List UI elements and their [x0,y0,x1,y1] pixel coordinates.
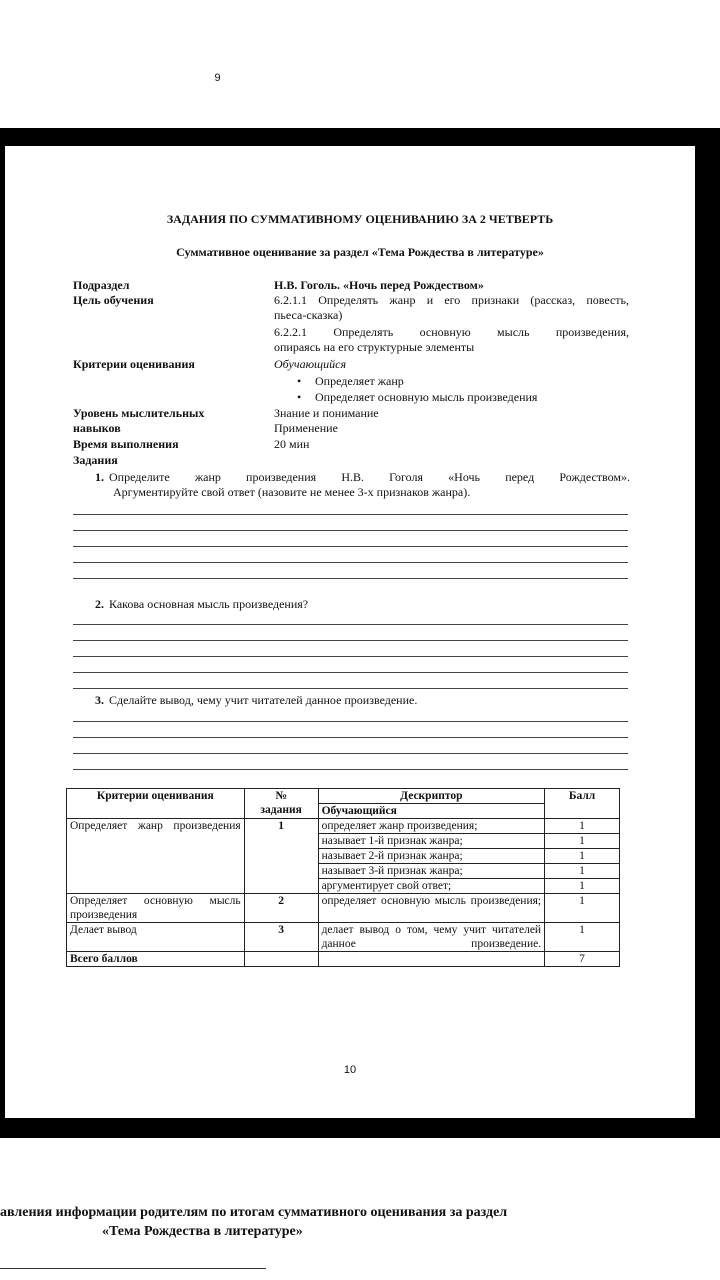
criteria-intro: Обучающийся [274,357,347,371]
score-cell: 1 [545,849,620,864]
goal-2-line1: 6.2.2.1 Определять основную мысль произведения, [274,325,629,339]
task-number: 2. [95,597,104,611]
header-descriptor: Дескриптор [318,789,545,804]
task-text-line1: Определите жанр произведения Н.В. Гоголя «Ночь перед Рождеством». [109,470,630,484]
task-number-cell: 3 [244,923,318,952]
criteria-item-text: Определяет основную мысль произведения [315,390,538,404]
score-cell: 1 [545,864,620,879]
header-criteria: Критерии оценивания [67,789,245,819]
goal-label: Цель обучения [73,293,154,307]
table-header-row [67,789,620,804]
table-row [67,923,620,952]
total-label: Всего баллов [67,952,245,967]
header-num-word: задания [260,804,302,816]
answer-line[interactable] [73,656,628,657]
answer-line[interactable] [73,769,628,770]
answer-line[interactable] [73,721,628,722]
descriptor-cell: определяет жанр произведения; [318,819,545,834]
task-number-cell: 2 [244,894,318,923]
table-total-row [67,952,620,967]
answer-line[interactable] [73,624,628,625]
task-number: 3. [95,693,104,707]
assessment-rubric-table [66,788,620,967]
table-row [67,819,620,834]
header-score: Балл [545,789,620,819]
page-title: ЗАДАНИЯ ПО СУММАТИВНОМУ ОЦЕНИВАНИЮ ЗА 2 ЧЕТВЕРТЬ [166,212,554,226]
table-row [67,894,620,923]
answer-line[interactable] [73,753,628,754]
total-value: 7 [545,952,620,967]
page-number-top: 9 [214,72,221,84]
descriptor-cell: аргументирует свой ответ; [318,879,545,894]
level-label-1: Уровень мыслительных [73,406,205,420]
time-value: 20 мин [274,437,310,451]
score-cell: 1 [545,879,620,894]
header-num-symbol: № [275,790,287,802]
answer-line[interactable] [73,737,628,738]
task-1 [95,470,630,500]
criteria-cell: Делает вывод [67,923,245,952]
empty-cell [318,952,545,967]
task-2 [95,597,630,612]
previous-page [0,0,720,128]
next-page-heading-line2: «Тема Рождества в литературе» [102,1224,303,1239]
goal-1-line1: 6.2.1.1 Определять жанр и его признаки (рассказ, повесть, [274,293,629,307]
bullet-icon: • [297,390,302,404]
answer-line[interactable] [73,546,628,547]
task-text-line2: Аргументируйте свой ответ (назовите не менее 3-х признаков жанра). [113,485,471,499]
empty-cell [244,952,318,967]
answer-line[interactable] [73,530,628,531]
subsection-label: Подраздел [73,278,130,292]
score-cell: 1 [545,894,620,923]
criteria-item-genre [297,374,404,389]
answer-line[interactable] [73,514,628,515]
tasks-label: Задания [73,453,118,467]
descriptor-cell: определяет основную мысль произведения; [318,894,545,923]
task-text-line1: Какова основная мысль произведения? [109,597,309,611]
criteria-cell: Определяет основную мысль произведения [67,894,245,923]
task-3 [95,693,630,708]
level-value-2: Применение [274,421,338,435]
score-cell: 1 [545,923,620,952]
bullet-icon: • [297,374,302,388]
criteria-item-text: Определяет жанр [315,374,404,388]
score-cell: 1 [545,819,620,834]
level-label-2: навыков [73,421,121,435]
task-number: 1. [95,470,104,484]
level-value-1: Знание и понимание [274,406,379,420]
next-page-rule [0,1268,266,1269]
descriptor-cell: делает вывод о том, чему учит читателей данное произведение. [318,923,545,952]
subheader-learner: Обучающийся [318,804,545,819]
next-page-heading-line1: авления информации родителям по итогам суммативного оценивания за раздел [0,1205,508,1220]
page-subtitle: Суммативное оценивание за раздел «Тема Рождества в литературе» [176,245,544,259]
page-number: 10 [343,1064,357,1076]
header-task-number [244,789,318,819]
score-cell: 1 [545,834,620,849]
time-label: Время выполнения [73,437,179,451]
criteria-item-main-idea [297,390,537,405]
subsection-value: Н.В. Гоголь. «Ночь перед Рождеством» [274,278,484,292]
task-text-line1: Сделайте вывод, чему учит читателей данное произведение. [109,693,418,707]
descriptor-cell: называет 1-й признак жанра; [318,834,545,849]
criteria-label: Критерии оценивания [73,357,195,371]
answer-line[interactable] [73,672,628,673]
answer-line[interactable] [73,578,628,579]
answer-line[interactable] [73,688,628,689]
goal-1-line2: пьеса-сказка) [274,308,343,322]
goal-2-line2: опираясь на его структурные элементы [274,340,475,354]
descriptor-cell: называет 2-й признак жанра; [318,849,545,864]
task-number-cell: 1 [244,819,318,894]
answer-line[interactable] [73,640,628,641]
answer-line[interactable] [73,562,628,563]
criteria-cell: Определяет жанр произведения [67,819,245,894]
descriptor-cell: называет 3-й признак жанра; [318,864,545,879]
